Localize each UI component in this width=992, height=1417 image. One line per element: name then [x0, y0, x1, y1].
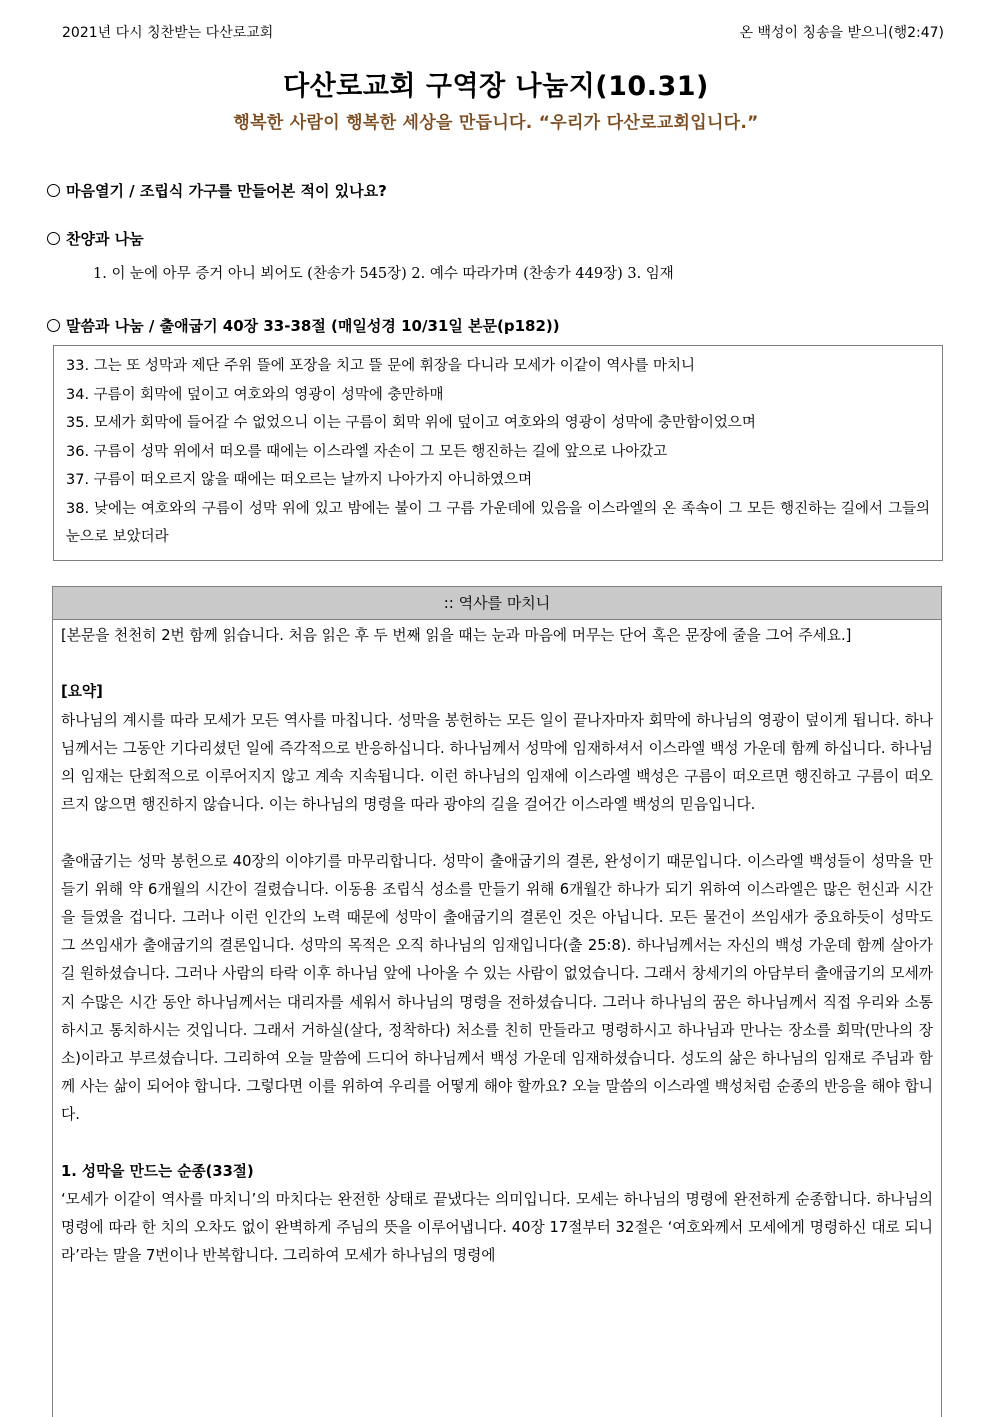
section-praise: [47, 228, 144, 249]
section-praise-text: 찬양과 나눔: [66, 230, 144, 248]
header-right: 온 백성이 칭송을 받으니(행2:47): [739, 25, 944, 41]
commentary-paragraph: 출애굽기는 성막 봉헌으로 40장의 이야기를 마무리합니다. 성막이 출애굽기의 결론, 완성이기 때문입니다. 이스라엘 백성들이 성막을 만들기 위해 약 6개월의 시간이 걸렸습니다. 이동용 조립식 성소를 만들기 위해 6개월간 하나가 되기 위하여 이스라엘은 많은 헌신과 시간을 들였을 겁니다. 그러나 이런 인간의 노력 때문에 성막이 출애굽기의 결론인 것은 아닙니다. 모든 물건이 쓰임새가 중요하듯이 성막도 그 쓰임새가 출애굽기의 결론입니다. 성막의 목적은 오직 하나님의 임재입니다(출 25:8). 하나님께서는 자신의 백성 가운데 함께 살아가길 원하셨습니다. 그러나 사람의 타락 이후 하나님 앞에 나아올 수 있는 사람이 없었습니다. 그래서 창세기의 아담부터 출애굽기의 모세까지 수많은 시간 동안 하나님께서는 대리자를 세워서 하나님의 명령을 전하셨습니다. 그러나 하나님의 꿈은 하나님께서 직접 우리와 소통하시고 통치하시는 것입니다. 그래서 거하실(살다, 정착하다) 처소를 친히 만들라고 명령하시고 하나님과 만나는 장소를 회막(만나의 장소)이라고 부르셨습니다. 그리하여 오늘 말씀에 드디어 하나님께서 백성 가운데 임재하셨습니다. 성도의 삶은 하나님의 임재로 주님과 함께 사는 삶이 되어야 합니다. 그렇다면 이를 위하여 우리를 어떻게 해야 할까요? 오늘 말씀의 이스라엘 백성처럼 순종의 반응을 해야 합니다.: [61, 852, 933, 1124]
study-body: [53, 620, 941, 1271]
page-title: 다산로교회 구역장 나눔지(10.31): [283, 71, 709, 102]
circle-bullet-icon: [47, 232, 60, 245]
section-word: [47, 315, 560, 336]
header-left: 2021년 다시 칭찬받는 다산로교회: [62, 25, 274, 41]
study-box: [52, 586, 942, 1417]
study-instruction: [본문을 천천히 2번 함께 읽습니다. 처음 읽은 후 두 번째 읽을 때는 눈과 마음에 머무는 단어 혹은 문장에 줄을 그어 주세요.]: [61, 627, 852, 644]
section-opening: [47, 180, 387, 201]
page-subtitle: 행복한 사람이 행복한 세상을 만듭니다. “우리가 다산로교회입니다.”: [233, 113, 759, 133]
section-word-text: 말씀과 나눔 / 출애굽기 40장 33-38절 (매일성경 10/31일 본문(p182)): [66, 317, 560, 335]
circle-bullet-icon: [47, 319, 60, 332]
verse-35: 35. 모세가 회막에 들어갈 수 없었으니 이는 구름이 회막 위에 덮이고 여호와의 영광이 성막에 충만함이었으며: [66, 415, 756, 431]
verse-36: 36. 구름이 성막 위에서 떠오를 때에는 이스라엘 자손이 그 모든 행진하는 길에 앞으로 나아갔고: [66, 443, 668, 460]
scripture-box: [53, 345, 943, 561]
section-opening-text: 마음열기 / 조립식 가구를 만들어본 적이 있나요?: [66, 182, 387, 200]
study-heading: :: 역사를 마치니: [53, 587, 941, 620]
verse-38: 38. 낮에는 여호와의 구름이 성막 위에 있고 밤에는 불이 그 구름 가운데에 있음을 이스라엘의 온 족속이 그 모든 행진하는 길에서 그들의 눈으로 보았더라: [66, 500, 930, 545]
verse-33: 33. 그는 또 성막과 제단 주위 뜰에 포장을 치고 뜰 문에 휘장을 다니라 모세가 이같이 역사를 마치니: [66, 358, 696, 374]
verse-37: 37. 구름이 떠오르지 않을 때에는 떠오르는 날까지 나아가지 아니하였으며: [66, 472, 533, 488]
summary-text: 하나님의 계시를 따라 모세가 모든 역사를 마칩니다. 성막을 봉헌하는 모든 일이 끝나자마자 회막에 하나님의 영광이 덮이게 됩니다. 하나님께서는 그동안 기다리셨던 일에 즉각적으로 반응하십니다. 하나님께서 성막에 임재하셔서 이스라엘 백성 가운데 함께 하십니다. 하나님의 임재는 단회적으로 이루어지지 않고 계속 지속됩니다. 이런 하나님의 임재에 이스라엘 백성은 구름이 떠오르면 행진하고 구름이 떠오르지 않으면 행진하지 않습니다. 이는 하나님의 명령을 따라 광야의 길을 걸어간 이스라엘 백성의 믿음입니다.: [61, 711, 933, 814]
song-list: 1. 이 눈에 아무 증거 아니 뵈어도 (찬송가 545장) 2. 예수 따라가며 (찬송가 449장) 3. 임재: [93, 266, 674, 282]
circle-bullet-icon: [47, 184, 60, 197]
point1-title: 1. 성막을 만드는 순종(33절): [61, 1162, 254, 1180]
spacer: [61, 650, 933, 678]
summary-label: [요약]: [61, 683, 103, 701]
point1-text: ‘모세가 이같이 역사를 마치니’의 마치다는 완전한 상태로 끝냈다는 의미입니다. 모세는 하나님의 명령에 완전하게 순종합니다. 하나님의 명령에 따라 한 치의 오차도 없이 완벽하게 주님의 뜻을 이루어냅니다. 40장 17절부터 32절은 ‘여호와께서 모세에게 명령하신 대로 되니라’라는 말을 7번이나 반복합니다. 그리하여 모세가 하나님의 명령에: [61, 1191, 933, 1265]
spacer: [61, 1130, 933, 1158]
verse-34: 34. 구름이 회막에 덮이고 여호와의 영광이 성막에 충만하매: [66, 386, 444, 403]
spacer: [61, 819, 933, 847]
